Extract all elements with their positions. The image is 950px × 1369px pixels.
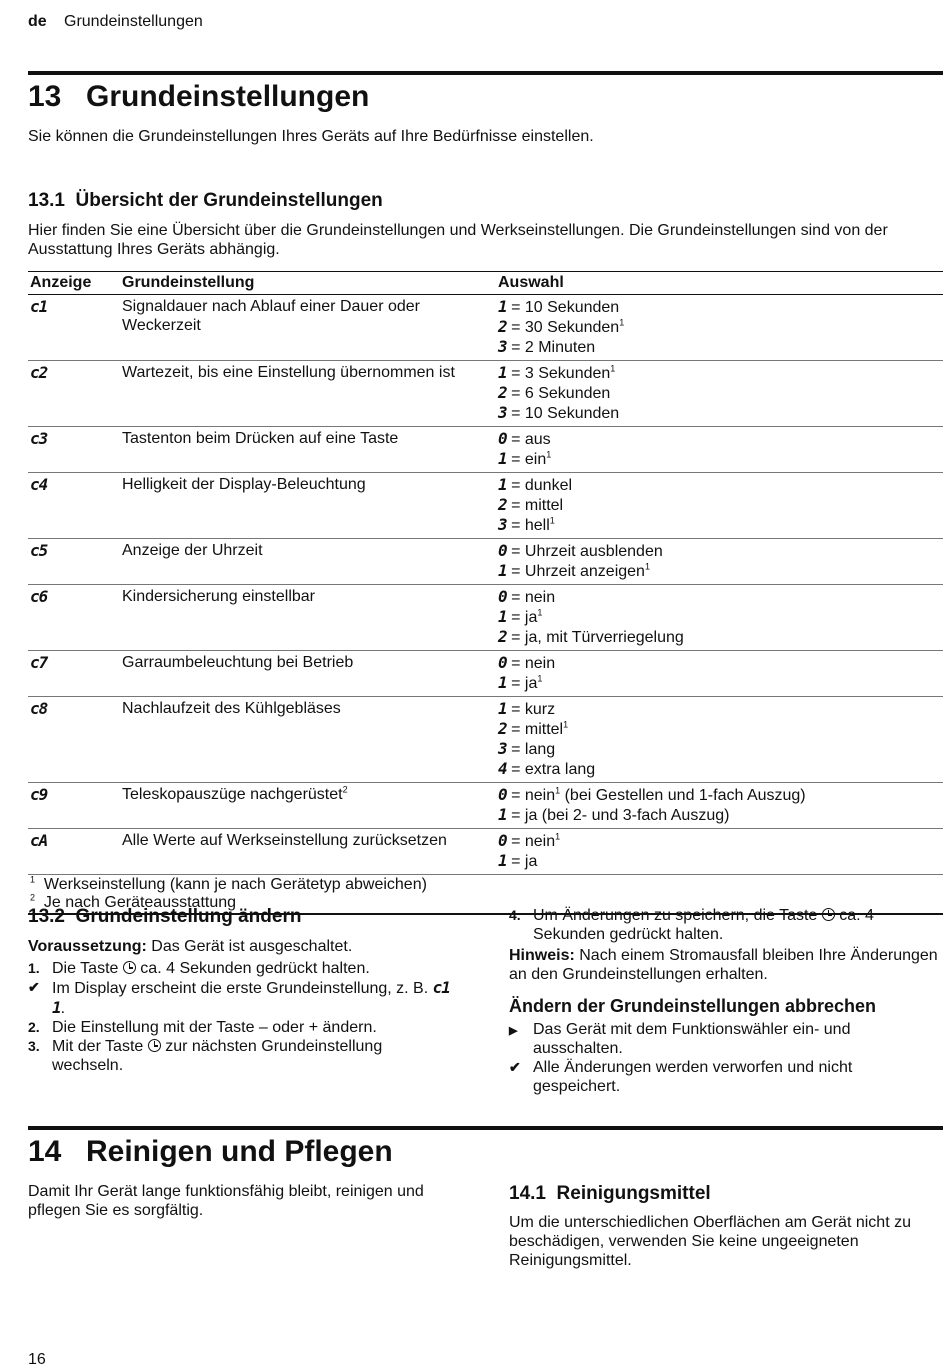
hint-label: Hinweis:: [509, 947, 575, 964]
option-line: [498, 495, 941, 515]
option-key: 1: [498, 475, 507, 494]
option-line: [498, 785, 941, 805]
options-cell: [496, 697, 943, 783]
footnote: $^1$ Werkseinstellung (kann je nach Gerätetyp abweichen): [30, 874, 427, 893]
footnote-ref: 1: [537, 607, 543, 618]
footnote-ref: 1: [619, 317, 625, 328]
option-text: = ja: [511, 609, 538, 626]
option-key: 3: [498, 739, 507, 758]
option-text: = Uhrzeit anzeigen: [511, 563, 645, 580]
result-1: ✔ Im Display erscheint die erste Grundeinstellung, z. B. c1 1.: [28, 978, 450, 1017]
table-row: [28, 473, 943, 539]
option-key: 2: [498, 627, 507, 646]
option-text: = mittel: [511, 721, 564, 738]
table-row: [28, 783, 943, 829]
option-line: [498, 429, 941, 449]
option-line: [498, 851, 941, 871]
option-key: 1: [498, 699, 507, 718]
check-icon: ✔: [509, 1059, 521, 1075]
option-key: 2: [498, 719, 507, 738]
table-row: [28, 829, 943, 875]
option-line: [498, 541, 941, 561]
clock-icon: [123, 961, 136, 974]
options-cell: [496, 585, 943, 651]
section-13-2-column: [28, 906, 456, 1075]
footnote-ref: 2: [342, 784, 348, 795]
display-code-cell: [28, 829, 120, 875]
option-key: 1: [498, 805, 507, 824]
options-cell: [496, 361, 943, 427]
option-key: 1: [498, 297, 507, 316]
setting-cell: [120, 361, 496, 427]
hint: [509, 946, 943, 984]
step-number: 3.: [28, 1038, 40, 1054]
subsection-title: Reinigungsmittel: [556, 1183, 711, 1204]
display-code-cell: [28, 651, 120, 697]
table-header-row: [28, 272, 943, 295]
setting-cell: [120, 539, 496, 585]
page-number: 16: [28, 1351, 46, 1368]
step-4: 4. Um Änderungen zu speichern, die Taste ca. 4 Sekunden gedrückt halten.: [509, 907, 874, 943]
option-text: = ja: [511, 675, 538, 692]
header-language: de: [28, 13, 47, 30]
section-rule: [28, 71, 943, 75]
option-key: 1: [498, 673, 507, 692]
option-text: = 3 Sekunden: [511, 365, 611, 382]
footnote-ref: 1: [555, 785, 561, 796]
abort-step: ▶ Das Gerät mit dem Funktionswähler ein- und ausschalten.: [509, 1021, 851, 1057]
option-key: 1: [498, 607, 507, 626]
step-number: 4.: [509, 907, 521, 923]
options-cell: [496, 539, 943, 585]
section-rule: [28, 1126, 943, 1130]
option-line: [498, 673, 941, 693]
footnote-ref: 1: [549, 515, 555, 526]
option-line: [498, 515, 941, 535]
section-13-heading: [28, 80, 369, 114]
option-text: = kurz: [511, 701, 556, 718]
display-code-cell: [28, 427, 120, 473]
footnote-ref: 1: [546, 449, 552, 460]
option-line: [498, 297, 941, 317]
option-line: [498, 699, 941, 719]
options-cell: [496, 829, 943, 875]
setting-cell: [120, 651, 496, 697]
section-14-1-heading: [509, 1183, 711, 1205]
option-key: 0: [498, 587, 507, 606]
setting-name: Garraumbeleuchtung bei Betrieb: [122, 654, 354, 671]
option-text: = ja, mit Türverriegelung: [511, 629, 684, 646]
table-row: [28, 697, 943, 783]
display-code-cell: [28, 539, 120, 585]
option-key: 3: [498, 515, 507, 534]
option-text: = mittel: [511, 497, 564, 514]
option-key: 1: [498, 851, 507, 870]
setting-name: Anzeige der Uhrzeit: [122, 542, 263, 559]
section-14-intro: Damit Ihr Gerät lange funktionsfähig bleibt, reinigen und pflegen Sie es sorgfältig.: [28, 1183, 424, 1219]
subsection-number: 14.1: [509, 1183, 546, 1204]
setting-cell: [120, 783, 496, 829]
option-text: = ein: [511, 451, 547, 468]
table-row: [28, 585, 943, 651]
footnote-ref: 1: [537, 673, 543, 684]
display-code: c1: [30, 297, 48, 316]
step-number: 1.: [28, 960, 40, 976]
table-row: [28, 651, 943, 697]
option-key: 0: [498, 429, 507, 448]
option-text: = aus: [511, 431, 551, 448]
display-code: c4: [30, 475, 48, 494]
subsection-title: Übersicht der Grundeinstellungen: [75, 190, 383, 211]
option-text: = nein: [511, 833, 556, 850]
setting-cell: [120, 427, 496, 473]
section-13-2-heading: [28, 906, 456, 928]
abort-heading: Ändern der Grundeinstellungen abbrechen: [509, 996, 877, 1016]
column-header-grundeinstellung: Grundeinstellung: [120, 272, 496, 295]
option-key: 2: [498, 317, 507, 336]
display-code: c3: [30, 429, 48, 448]
option-key: 2: [498, 383, 507, 402]
option-key: 0: [498, 831, 507, 850]
option-text: = ja: [511, 853, 538, 870]
display-code: c8: [30, 699, 48, 718]
options-cell: [496, 651, 943, 697]
option-text: = 10 Sekunden: [511, 405, 620, 422]
clock-icon: [148, 1039, 161, 1052]
precondition-text: Das Gerät ist ausgeschaltet.: [146, 938, 353, 955]
option-text: = Uhrzeit ausblenden: [511, 543, 663, 560]
display-code-cell: [28, 473, 120, 539]
section-14-1-text: Um die unterschiedlichen Oberflächen am Gerät nicht zu beschädigen, verwenden Sie keine ungeeigneten Reinigungsmittel.: [509, 1214, 911, 1269]
setting-cell: [120, 829, 496, 875]
option-line: [498, 739, 941, 759]
check-icon: ✔: [28, 979, 40, 995]
setting-name: Wartezeit, bis eine Einstellung übernommen ist: [122, 364, 455, 381]
setting-name: Signaldauer nach Ablauf einer Dauer oder Weckerzeit: [122, 298, 420, 334]
step-number: 2.: [28, 1019, 40, 1035]
section-title: Grundeinstellungen: [86, 80, 370, 113]
option-key: 1: [498, 449, 507, 468]
option-line: [498, 383, 941, 403]
option-key: 1: [498, 363, 507, 382]
option-text: = lang: [511, 741, 556, 758]
option-key: 3: [498, 403, 507, 422]
option-text: = dunkel: [511, 477, 573, 494]
setting-name: Alle Werte auf Werkseinstellung zurücksetzen: [122, 832, 447, 849]
option-key: 0: [498, 653, 507, 672]
option-text: = 6 Sekunden: [511, 385, 611, 402]
option-key: 2: [498, 495, 507, 514]
display-code: c2: [30, 363, 48, 382]
section-number: 14: [28, 1135, 62, 1168]
display-code: c9: [30, 785, 48, 804]
table-row: [28, 361, 943, 427]
setting-name: Nachlaufzeit des Kühlgebläses: [122, 700, 341, 717]
option-line: [498, 337, 941, 357]
display-code: c6: [30, 587, 48, 606]
option-line: [498, 449, 941, 469]
section-number: 13: [28, 80, 62, 113]
clock-icon: [822, 908, 835, 921]
option-line: [498, 759, 941, 779]
display-code: c1 1: [52, 978, 450, 1017]
option-line: [498, 561, 941, 581]
footnote-ref: 1: [563, 719, 569, 730]
setting-cell: [120, 585, 496, 651]
subsection-number: 13.1: [28, 190, 65, 211]
option-line: [498, 363, 941, 383]
option-line: [498, 587, 941, 607]
arrow-right-icon: ▶: [509, 1025, 518, 1037]
display-code: c7: [30, 653, 48, 672]
footnote-ref: 1: [610, 363, 616, 374]
option-text: = 10 Sekunden: [511, 299, 620, 316]
column-header-anzeige: Anzeige: [28, 272, 120, 295]
section-13-1-intro: Hier finden Sie eine Übersicht über die Grundeinstellungen und Werkseinstellungen. Die Grundeinstellungen sind von der Ausstattung Ihres Geräts abhängig.: [28, 222, 888, 258]
step-3: 3. Mit der Taste zur nächsten Grundeinstellung wechseln.: [28, 1038, 383, 1074]
option-line: [498, 403, 941, 423]
settings-table-body: [28, 295, 943, 875]
settings-table: [28, 271, 943, 915]
subsection-number: 13.2: [28, 906, 65, 927]
setting-cell: [120, 295, 496, 361]
options-cell: [496, 427, 943, 473]
setting-name: Kindersicherung einstellbar: [122, 588, 315, 605]
table-row: [28, 295, 943, 361]
option-line: [498, 805, 941, 825]
options-cell: [496, 295, 943, 361]
section-14-heading: [28, 1135, 393, 1169]
section-13-intro: Sie können die Grundeinstellungen Ihres Geräts auf Ihre Bedürfnisse einstellen.: [28, 128, 594, 145]
option-line: [498, 607, 941, 627]
section-13-2-continued: [509, 906, 943, 1096]
option-text: = hell: [511, 517, 550, 534]
display-code: cA: [30, 831, 48, 850]
precondition-label: Voraussetzung:: [28, 938, 147, 955]
display-code-cell: [28, 585, 120, 651]
section-title: Reinigen und Pflegen: [86, 1135, 393, 1168]
options-cell: [496, 473, 943, 539]
option-line: [498, 475, 941, 495]
option-line: [498, 653, 941, 673]
precondition: [28, 937, 456, 956]
footnote-ref: 1: [644, 561, 650, 572]
setting-name: Helligkeit der Display-Beleuchtung: [122, 476, 366, 493]
step-1: 1. Die Taste ca. 4 Sekunden gedrückt halten.: [28, 960, 370, 977]
setting-cell: [120, 697, 496, 783]
option-text: = extra lang: [511, 761, 596, 778]
option-text: = nein: [511, 589, 556, 606]
abort-result: ✔ Alle Änderungen werden verworfen und nicht gespeichert.: [509, 1059, 853, 1095]
header-title: Grundeinstellungen: [64, 13, 203, 30]
display-code-cell: [28, 295, 120, 361]
setting-cell: [120, 473, 496, 539]
setting-name: Tastenton beim Drücken auf eine Taste: [122, 430, 399, 447]
option-key: 3: [498, 337, 507, 356]
table-row: [28, 427, 943, 473]
setting-name: Teleskopauszüge nachgerüstet: [122, 786, 343, 803]
option-text: = nein: [511, 655, 556, 672]
option-text: = 2 Minuten: [511, 339, 596, 356]
footnote: $^2$ Je nach Geräteausstattung: [30, 892, 237, 911]
options-cell: [496, 783, 943, 829]
option-text: (bei Gestellen und 1-fach Auszug): [560, 787, 806, 804]
option-line: [498, 831, 941, 851]
option-line: [498, 627, 941, 647]
display-code-cell: [28, 783, 120, 829]
option-text: = ja (bei 2- und 3-fach Auszug): [511, 807, 730, 824]
subsection-title: Grundeinstellung ändern: [75, 906, 302, 927]
option-line: [498, 317, 941, 337]
display-code-cell: [28, 361, 120, 427]
column-header-auswahl: Auswahl: [496, 272, 943, 295]
option-key: 4: [498, 759, 507, 778]
section-13-1-heading: [28, 190, 383, 212]
footnote-ref: 1: [555, 831, 561, 842]
table-row: [28, 539, 943, 585]
option-key: 0: [498, 541, 507, 560]
hint-text: Nach einem Stromausfall bleiben Ihre Änderungen an den Grundeinstellungen erhalten.: [509, 947, 938, 983]
option-key: 1: [498, 561, 507, 580]
display-code-cell: [28, 697, 120, 783]
option-line: [498, 719, 941, 739]
display-code: c5: [30, 541, 48, 560]
step-2: 2. Die Einstellung mit der Taste – oder + ändern.: [28, 1019, 377, 1036]
option-key: 0: [498, 785, 507, 804]
option-text: = nein: [511, 787, 556, 804]
option-text: = 30 Sekunden: [511, 319, 620, 336]
